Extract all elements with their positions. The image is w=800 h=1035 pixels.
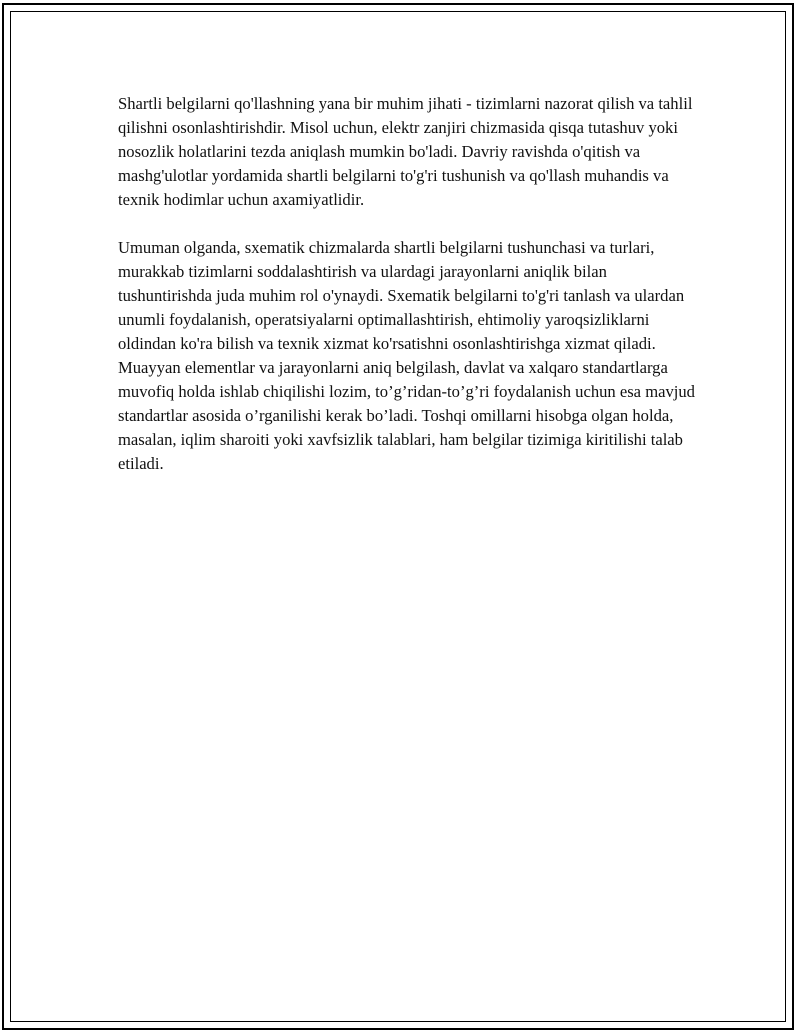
paragraph-1: Shartli belgilarni qo'llashning yana bir muhim jihati - tizimlarni nazorat qilish va tahlil qilishni osonlashtirishdir. Misol uchun, elektr zanjiri chizmasida qisqa tutashuv yoki nosozlik holatlarini tezda aniqlash mumkin bo'ladi. Davriy ravishda o'qitish va mashg'ulotlar yordamida shartli belgilarni to'g'ri tushunish va qo'llash muhandis va texnik hodimlar uchun axamiyatlidir. [118,94,693,209]
paragraph-2: Umuman olganda, sxematik chizmalarda shartli belgilarni tushunchasi va turlari, murakkab tizimlarni soddalashtirish va ulardagi jarayonlarni aniqlik bilan tushuntirishda juda muhim rol o'ynaydi. Sxematik belgilarni to'g'ri tanlash va ulardan unumli foydalanish, operatsiyalarni optimallashtirish, ehtimoliy yaroqsizliklarni oldindan ko'ra bilish va texnik xizmat ko'rsatishni osonlashtirishga xizmat qiladi. Muayyan elementlar va jarayonlarni aniq belgilash, davlat va xalqaro standartlarga muvofiq holda ishlab chiqilishi lozim, to’g’ridan-to’g’ri foydalanish uchun esa mavjud standartlar asosida o’rganilishi kerak bo’ladi. Toshqi omillarni hisobga olgan holda, masalan, iqlim sharoiti yoki xavfsizlik talablari, ham belgilar tizimiga kiritilishi talab etiladi. [118,238,695,473]
document-body [118,92,698,500]
